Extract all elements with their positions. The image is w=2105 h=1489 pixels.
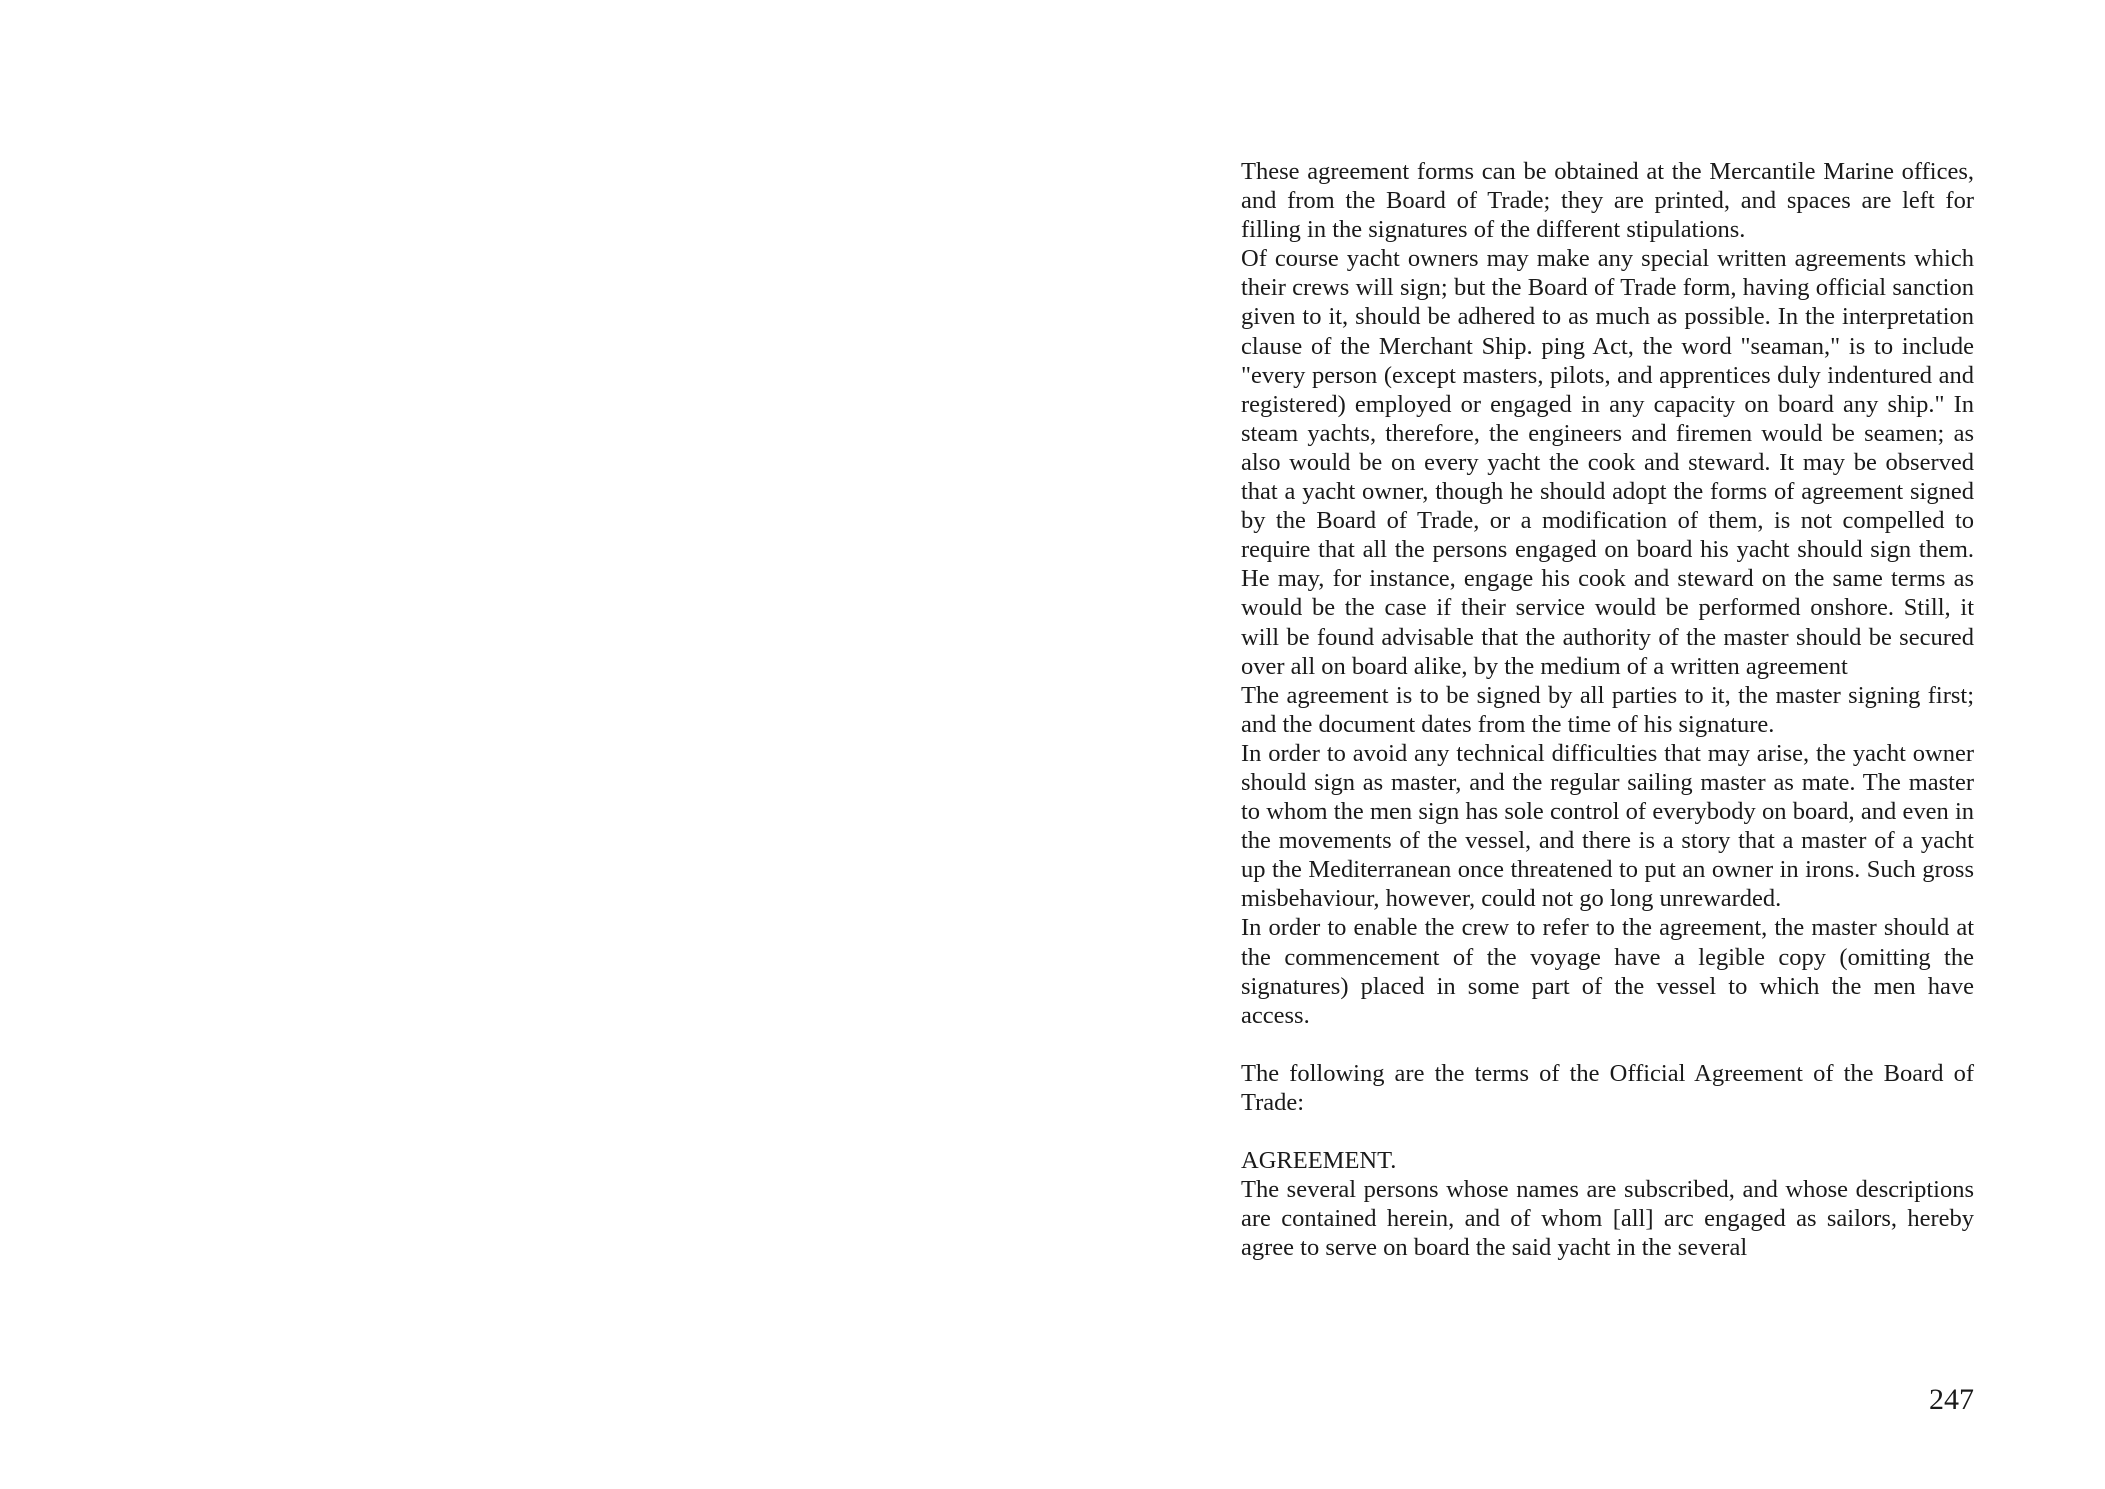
- paragraph-special-agreements: Of course yacht owners may make any special written agreements which their crews will sign; but the Board of Trade form, having official sanction given to it, should be adhered to as much as possible. In the interpretation clause of the Merchant Ship. ping Act, the word "seaman," is to include "every person (except masters, pilots, and apprentices duly indentured and registered) employed or engaged in any capacity on board any ship." In steam yachts, therefore, the engineers and firemen would be seamen; as also would be on every yacht the cook and steward. It may be observed that a yacht owner, though he should adopt the forms of agreement signed by the Board of Trade, or a modification of them, is not compelled to require that all the persons engaged on board his yacht should sign them. He may, for instance, engage his cook and steward on the same terms as would be the case if their service would be performed onshore. Still, it will be found advisable that the authority of the master should be secured over all on board alike, by the medium of a written agreement: [1241, 245, 1974, 680]
- paragraph-owner-as-master: In order to avoid any technical difficulties that may arise, the yacht owner should sign as master, and the regular sailing master as mate. The master to whom the men sign has sole control of everybody on board, and even in the movements of the vessel, and there is a story that a master of a yacht up the Mediterranean once threatened to put an owner in irons. Such gross misbehaviour, however, could not go long unrewarded.: [1241, 739, 1974, 913]
- paragraph-legible-copy: In order to enable the crew to refer to the agreement, the master should at the commencement of the voyage have a legible copy (omitting the signatures) placed in some part of the vessel to which the men have access.: [1241, 914, 1974, 1029]
- paragraph-agreement-forms: These agreement forms can be obtained at the Mercantile Marine offices, and from the Board of Trade; they are printed, and spaces are left for filling in the signatures of the different stipulations.: [1241, 158, 1974, 244]
- paragraph-terms-intro: The following are the terms of the Official Agreement of the Board of Trade:: [1241, 1059, 1974, 1116]
- paragraph-agreement-text: The several persons whose names are subscribed, and whose descriptions are contained herein, and of whom [all] arc engaged as sailors, hereby agree to serve on board the said yacht in the several: [1241, 1176, 1974, 1262]
- agreement-heading: AGREEMENT.: [1241, 1147, 1397, 1175]
- page-number: 247: [1929, 1383, 1974, 1416]
- paragraph-signing-order: The agreement is to be signed by all parties to it, the master signing first; and the document dates from the time of his signature.: [1241, 681, 1974, 738]
- body-text: [1241, 157, 1974, 1263]
